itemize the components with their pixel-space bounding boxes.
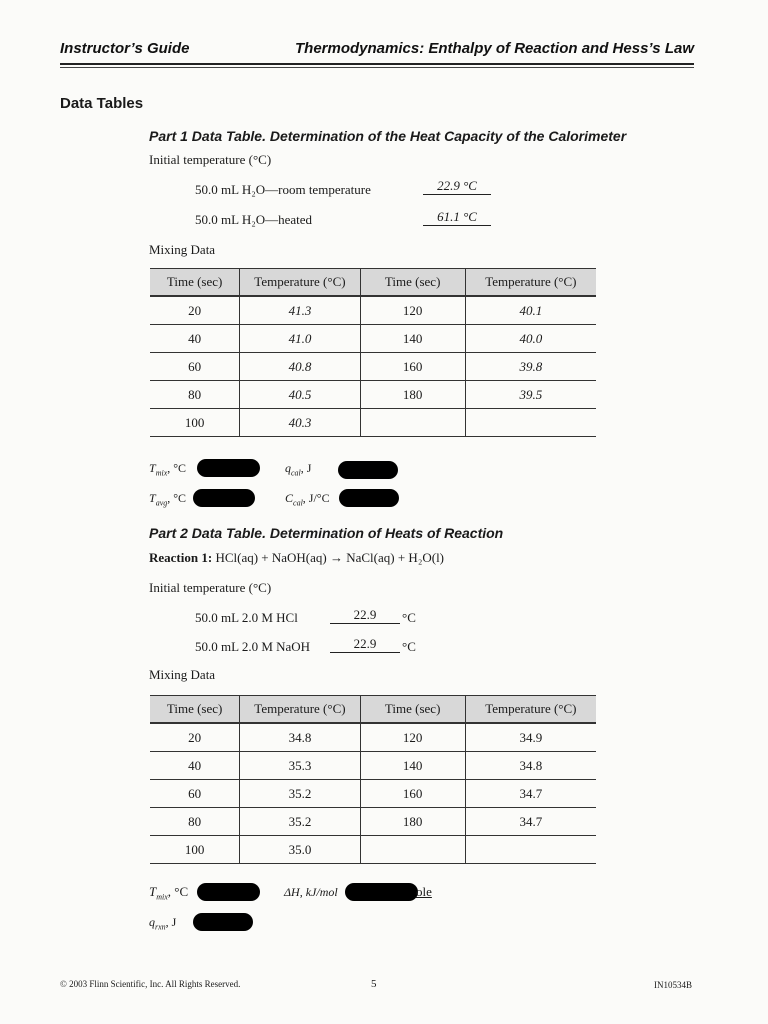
header-rule-thin [60,67,694,68]
table-row [150,752,596,780]
table-cell: 34.8 [240,723,360,752]
redaction-mark [193,489,255,507]
table-row [150,296,596,325]
redaction-mark [193,913,253,931]
table-cell: 41.0 [240,325,360,353]
redaction-mark [197,459,260,477]
part1-mixing-table [150,268,596,437]
header-left: Instructor’s Guide [60,40,190,57]
header-rule [60,63,694,65]
part2-mixing-table [150,695,596,864]
part1-row2-value: 61.1 °C [423,209,491,226]
table-cell [360,409,465,437]
col-header: Time (sec) [150,696,240,724]
table-row [150,325,596,353]
table-cell: 120 [360,723,465,752]
table-cell: 34.9 [465,723,596,752]
header-right: Thermodynamics: Enthalpy of Reaction and Hess’s Law [295,40,694,57]
table-cell [360,836,465,864]
table-cell: 39.5 [465,381,596,409]
footer-code: IN10534B [654,980,692,990]
table-row [150,353,596,381]
table-cell: 35.0 [240,836,360,864]
qrxn-label: $q_{rxn}$, J [149,915,177,932]
redaction-mark [197,883,260,901]
part2-row2-value: 22.9 [330,636,400,653]
col-header: Temperature (°C) [465,696,596,724]
table-row [150,780,596,808]
part1-initial-label: Initial temperature (°C) [149,152,272,167]
table-cell: 160 [360,353,465,381]
col-header: Temperature (°C) [465,269,596,297]
table-cell: 20 [150,723,240,752]
table-cell: 34.8 [465,752,596,780]
table-cell: 100 [150,409,240,437]
part2-title: Part 2 Data Table. Determination of Heats of Reaction [149,525,504,541]
part2-row1-unit: °C [402,610,416,625]
table-cell: 35.3 [240,752,360,780]
col-header: Time (sec) [360,269,465,297]
table-cell: 80 [150,381,240,409]
table-cell: 41.3 [240,296,360,325]
table-cell: 60 [150,780,240,808]
table-cell: 160 [360,780,465,808]
table-row [150,836,596,864]
table-cell: 39.8 [465,353,596,381]
table-cell: 40.0 [465,325,596,353]
table-row [150,723,596,752]
part2-mixing-label: Mixing Data [149,667,216,682]
part1-row1-label: 50.0 mL H₂O—room temperature [195,182,371,197]
table-cell: 80 [150,808,240,836]
ccal-label: $C_{cal}$, J/°C [285,491,330,508]
table-cell: 35.2 [240,780,360,808]
part1-row1-value: 22.9 °C [423,178,491,195]
part1-mixing-label: Mixing Data [149,242,216,257]
part1-title: Part 1 Data Table. Determination of the Heat Capacity of the Calorimeter [149,128,627,144]
reaction-line: Reaction 1: HCl(aq) + NaOH(aq) → NaCl(aq) + H₂O(l) [149,550,445,565]
footer-page-number: 5 [371,978,377,990]
redaction-mark [345,883,418,901]
table-cell: 34.7 [465,780,596,808]
table-cell: 180 [360,808,465,836]
table-row [150,409,596,437]
part2-row2-unit: °C [402,639,416,654]
table-cell: 40.3 [240,409,360,437]
tavg-label: $T_{avg}$, °C [149,491,187,508]
part2-tmix-label: $T_{mix}$, °C [149,884,189,902]
part2-row1-label: 50.0 mL 2.0 M HCl [195,610,298,625]
col-header: Temperature (°C) [240,696,360,724]
part2-row1-value: 22.9 [330,607,400,624]
table-cell [465,409,596,437]
table-cell: 140 [360,752,465,780]
table-cell: 40 [150,752,240,780]
col-header: Temperature (°C) [240,269,360,297]
table-cell: 100 [150,836,240,864]
dh-label: ΔH, kJ/mol [284,885,338,899]
table-row [150,381,596,409]
table-cell: 40.1 [465,296,596,325]
col-header: Time (sec) [360,696,465,724]
table-cell: 34.7 [465,808,596,836]
qcal-label: $q_{cal}$, J [285,461,312,478]
table-cell [465,836,596,864]
table-cell: 40.8 [240,353,360,381]
table-cell: 180 [360,381,465,409]
table-row [150,808,596,836]
table-cell: 120 [360,296,465,325]
table-cell: 20 [150,296,240,325]
table-cell: 40.5 [240,381,360,409]
table-cell: 40 [150,325,240,353]
part1-row2-label: 50.0 mL H₂O—heated [195,212,313,227]
part2-row2-label: 50.0 mL 2.0 M NaOH [195,639,311,654]
tmix-label: $T_{mix}$, °C [149,461,187,478]
col-header: Time (sec) [150,269,240,297]
redaction-mark [338,461,398,479]
dh-tail: ole [416,884,432,899]
footer-copyright: © 2003 Flinn Scientific, Inc. All Rights Reserved. [60,979,241,989]
section-title: Data Tables [60,95,144,112]
part2-initial-label: Initial temperature (°C) [149,580,272,595]
table-cell: 60 [150,353,240,381]
redaction-mark [339,489,399,507]
table-cell: 140 [360,325,465,353]
table-cell: 35.2 [240,808,360,836]
